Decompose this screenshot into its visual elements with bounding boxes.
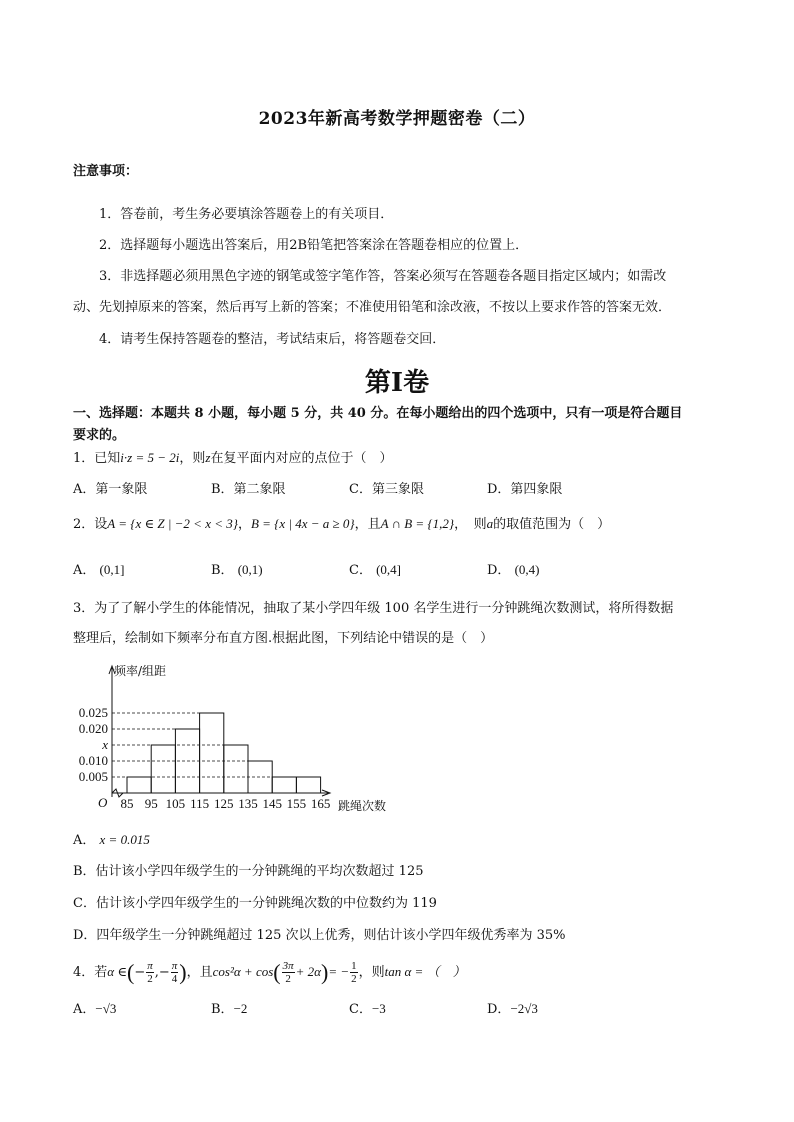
q1-option-d: D．第四象限 <box>487 482 563 497</box>
q1-option-c: C．第三象限 <box>349 482 424 497</box>
q2-set-b: B = {x | 4x − a ≥ 0} <box>250 516 355 531</box>
x-tick-label: 105 <box>165 796 186 811</box>
q4-tail: tan α = （ ） <box>384 964 466 979</box>
q3-option-d: D．四年级学生一分钟跳绳超过 125 次以上优秀，则估计该小学四年级优秀率为 35% <box>73 928 566 943</box>
y-tick-label: 0.005 <box>78 769 108 784</box>
q2-set-a: A = {x ∈ Z | −2 < x < 3} <box>107 516 238 531</box>
q4-prefix: 4．若 <box>73 965 108 980</box>
question-4: 4．若α ∈(− $\frac{\pi}{2}$ ,− $\frac{\pi}{4}$ )，且cos²α + cos( $\frac{3\pi}{2}$ + 2α)= − $\frac{1}{2}$ ，则tan α = （ ） <box>73 959 466 985</box>
x-tick-label: 115 <box>190 796 210 811</box>
y-tick-label: 0.025 <box>78 705 108 720</box>
q2-option-c: C． (0,4] <box>349 562 402 578</box>
x-tick-label: 125 <box>214 796 234 811</box>
q3-option-c: C．估计该小学四年级学生的一分钟跳绳次数的中位数约为 119 <box>73 896 437 911</box>
histogram-bar <box>272 777 296 793</box>
notice-item-3: 3．非选择题必须用黑色字迹的钢笔或签字笔作答，答案必须写在答题卷各题目指定区域内；如需改 <box>99 269 667 284</box>
question-2 <box>73 515 610 534</box>
q2-sep2: ，且 <box>354 517 381 532</box>
q4-condition: cos²α + cos <box>212 964 274 979</box>
x-tick-label: 135 <box>238 796 258 811</box>
q1-option-b: B．第二象限 <box>211 482 286 497</box>
q4-alpha-in: α ∈ <box>107 964 127 979</box>
q2-variable: a <box>486 516 494 531</box>
histogram-bar <box>127 777 151 793</box>
histogram-bar <box>296 777 320 793</box>
section-heading-line2: 要求的。 <box>73 428 126 443</box>
q4-option-a: A．−√3 <box>73 1001 117 1017</box>
histogram-bar <box>224 745 248 793</box>
page-title: 2023年新高考数学押题密卷（二） <box>258 109 536 129</box>
x-tick-label: 85 <box>120 796 134 811</box>
origin-label: O <box>98 795 108 810</box>
q2-tail2: 的取值范围为（ ） <box>493 517 611 532</box>
q2-option-b: B． (0,1) <box>211 562 263 578</box>
y-tick-label: 0.010 <box>78 753 108 768</box>
x-tick-label: 95 <box>144 796 158 811</box>
q1-tail: 在复平面内对应的点位于（ ） <box>210 451 393 466</box>
q2-intersection: A ∩ B = {1,2} <box>380 516 455 531</box>
question-1 <box>73 449 392 468</box>
x-tick-label: 155 <box>286 796 307 811</box>
q1-variable: z <box>205 450 211 465</box>
notice-item-4: 4．请考生保持答题卷的整洁，考试结束后，将答题卷交回． <box>99 332 446 347</box>
part-title: 第I卷 <box>364 368 430 398</box>
q2-option-d: D． (0,4) <box>487 562 540 578</box>
q1-expression: i·z = 5 − 2i <box>120 450 180 465</box>
notice-item-1: 1．答卷前，考生务必要填涂答题卷上的有关项目． <box>99 207 394 222</box>
q2-option-a: A． (0,1] <box>73 562 125 578</box>
q4-option-b: B．−2 <box>211 1001 248 1017</box>
section-heading <box>73 403 723 447</box>
q2-tail: ， 则 <box>454 517 487 532</box>
x-axis-label: 跳绳次数 <box>338 799 387 813</box>
histogram-bar <box>151 745 175 793</box>
q1-option-a: A．第一象限 <box>73 482 148 497</box>
q3-option-a: A． x = 0.015 <box>73 832 150 848</box>
question-3-line2: 整理后，绘制如下频率分布直方图.根据此图，下列结论中错误的是（ ） <box>73 631 494 646</box>
x-tick-label: 165 <box>310 796 331 811</box>
y-tick-label: x <box>102 737 108 752</box>
y-tick-label: 0.020 <box>78 721 108 736</box>
notice-heading: 注意事项： <box>73 164 139 179</box>
x-tick-label: 145 <box>262 796 282 811</box>
q2-sep1: ， <box>237 517 251 532</box>
question-3-line1: 3．为了了解小学生的体能情况，抽取了某小学四年级 100 名学生进行一分钟跳绳次数测试，将所得数据 <box>73 601 674 616</box>
notice-item-3-cont: 动、先划掉原来的答案，然后再写上新的答案；不准使用铅笔和涂改液，不按以上要求作答的答案无效． <box>73 300 672 315</box>
q2-prefix: 2．设 <box>73 517 108 532</box>
q4-option-c: C．−3 <box>349 1001 386 1017</box>
q3-option-b: B．估计该小学四年级学生的一分钟跳绳的平均次数超过 125 <box>73 864 424 879</box>
notice-item-2: 2．选择题每小题选出答案后，用2B铅笔把答案涂在答题卷相应的位置上． <box>99 238 529 253</box>
q4-option-d: D．−2√3 <box>487 1001 538 1017</box>
section-heading-line1: 一、选择题：本题共 8 小题，每小题 5 分，共 40 分。在每小题给出的四个选项中，只有一项是符合题目 <box>73 406 683 421</box>
q1-post: ，则 <box>179 451 206 466</box>
q1-prefix: 1．已知 <box>73 451 121 466</box>
histogram-bar <box>200 713 224 793</box>
q4-cond-pre: ，且 <box>186 965 213 980</box>
y-axis-label: 频率/组距 <box>114 664 167 678</box>
frequency-histogram <box>70 660 410 820</box>
